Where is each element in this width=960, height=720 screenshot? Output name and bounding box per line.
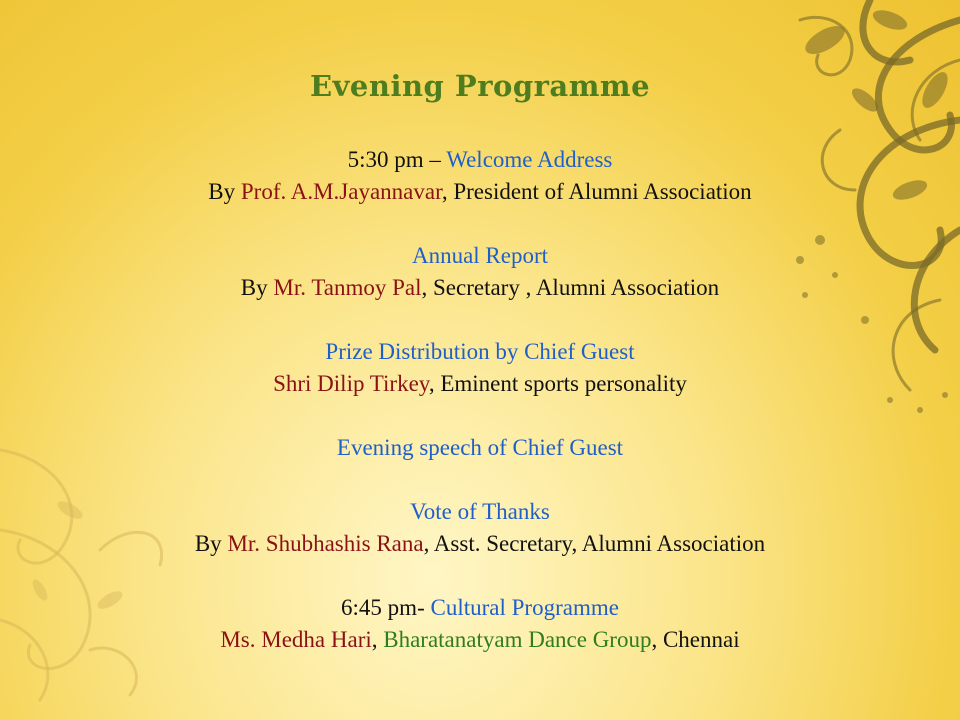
item-5-person: Mr. Shubhashis Rana [227, 531, 424, 556]
item-6-heading [0, 594, 960, 622]
item-6-group: Bharatanatyam Dance Group [383, 627, 652, 652]
item-6-performers [0, 626, 960, 654]
item-5-event: Vote of Thanks [410, 499, 550, 524]
item-1-time: 5:30 pm – [347, 147, 447, 172]
item-2-speaker [0, 274, 960, 302]
item-3-person: Shri Dilip Tirkey [273, 371, 429, 396]
item-5-by: By [194, 531, 228, 556]
item-6-separator: , [371, 627, 384, 652]
item-2-event: Annual Report [411, 243, 549, 268]
item-1-event: Welcome Address [446, 147, 613, 172]
item-3-event: Prize Distribution by Chief Guest [325, 339, 635, 364]
item-2-heading [0, 242, 960, 270]
item-6-event: Cultural Programme [430, 595, 619, 620]
item-1-speaker [0, 178, 960, 206]
item-3-heading [0, 338, 960, 366]
item-3-speaker [0, 370, 960, 398]
item-1-heading [0, 146, 960, 174]
item-6-place: , Chennai [651, 627, 740, 652]
item-6-time: 6:45 pm- [341, 595, 431, 620]
item-5-speaker [0, 530, 960, 558]
programme-title: Evening Programme [309, 69, 651, 103]
item-1-person: Prof. A.M.Jayannavar [240, 179, 442, 204]
item-6-person: Ms. Medha Hari [220, 627, 372, 652]
item-1-role: , President of Alumni Association [441, 179, 752, 204]
item-5-heading [0, 498, 960, 526]
item-3-role: , Eminent sports personality [428, 371, 687, 396]
item-2-person: Mr. Tanmoy Pal [273, 275, 422, 300]
item-1-by: By [208, 179, 241, 204]
item-4-heading [0, 434, 960, 462]
item-5-role: , Asst. Secretary, Alumni Association [423, 531, 766, 556]
item-2-role: , Secretary , Alumni Association [421, 275, 720, 300]
item-4-event: Evening speech of Chief Guest [336, 435, 624, 460]
item-2-by: By [240, 275, 274, 300]
